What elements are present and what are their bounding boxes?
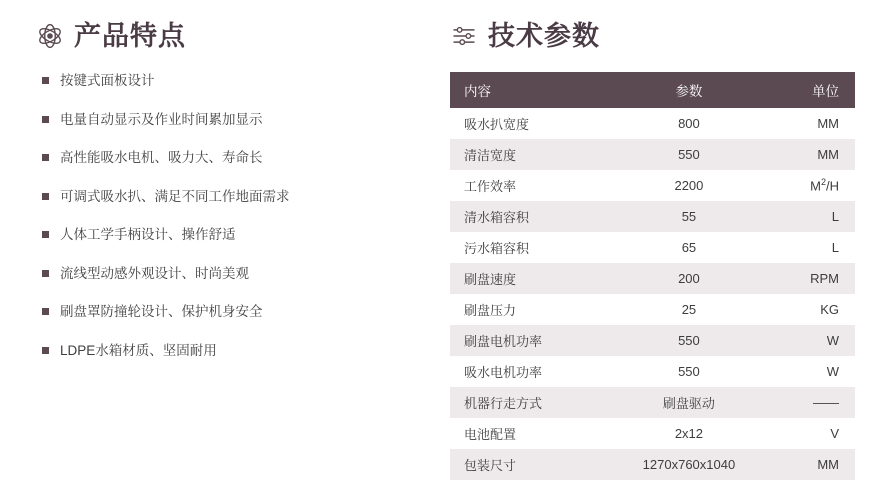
- feature-text: 高性能吸水电机、吸力大、寿命长: [60, 150, 263, 166]
- spec-name: 吸水扒宽度: [464, 117, 530, 132]
- specs-table-body: [450, 108, 855, 480]
- spec-value: 550: [678, 333, 700, 348]
- feature-text: 电量自动显示及作业时间累加显示: [60, 111, 263, 127]
- table-row: [450, 170, 855, 201]
- feature-text: 人体工学手柄设计、操作舒适: [60, 227, 236, 243]
- table-row: [450, 201, 855, 232]
- spec-unit: L: [831, 209, 839, 224]
- table-row: [450, 139, 855, 170]
- feature-text: 按键式面板设计: [60, 73, 155, 88]
- spec-name: 电池配置: [464, 427, 517, 442]
- spec-value: 25: [681, 302, 697, 317]
- feature-text: 可调式吸水扒、满足不同工作地面需求: [60, 188, 290, 204]
- spec-value: 2x12: [674, 426, 704, 441]
- table-row: [450, 418, 855, 449]
- spec-name: 污水箱容积: [464, 241, 530, 256]
- table-row: [450, 232, 855, 263]
- spec-name: 吸水电机功率: [464, 365, 543, 380]
- spec-unit: L: [831, 240, 839, 255]
- spec-value: 550: [678, 147, 700, 162]
- spec-unit: MM: [817, 147, 839, 162]
- feature-list: [36, 72, 426, 359]
- spec-unit: W: [826, 364, 839, 379]
- spec-name: 包装尺寸: [464, 458, 517, 473]
- features-heading: [36, 22, 426, 50]
- feature-text: LDPE水箱材质、坚固耐用: [60, 342, 217, 358]
- atom-icon: [36, 22, 64, 50]
- list-item: [42, 265, 426, 283]
- column-header-name: 内容: [450, 72, 620, 108]
- spec-value: 550: [678, 364, 700, 379]
- table-row: [450, 387, 855, 418]
- spec-name: 刷盘电机功率: [464, 334, 543, 349]
- list-item: [42, 303, 426, 321]
- spec-name: 机器行走方式: [464, 396, 543, 411]
- bullet-square-icon: [42, 77, 49, 84]
- spec-value: 刷盘驱动: [662, 396, 715, 411]
- table-row: [450, 294, 855, 325]
- list-item: [42, 188, 426, 206]
- technical-specs-section: [450, 22, 855, 480]
- bullet-square-icon: [42, 154, 49, 161]
- table-row: [450, 108, 855, 139]
- sliders-icon: [450, 22, 478, 50]
- specs-table: [450, 72, 855, 480]
- spec-value: 55: [681, 209, 697, 224]
- column-header-unit: 单位: [758, 72, 855, 108]
- bullet-square-icon: [42, 231, 49, 238]
- column-header-value: 参数: [620, 72, 758, 108]
- spec-unit: W: [826, 333, 839, 348]
- features-title: 产品特点: [74, 20, 186, 51]
- spec-unit: MM: [817, 116, 839, 131]
- table-header-row: [450, 72, 855, 108]
- spec-value: 800: [678, 116, 700, 131]
- spec-name: 清洁宽度: [464, 148, 517, 163]
- list-item: [42, 72, 426, 90]
- spec-unit: ——: [813, 395, 839, 410]
- list-item: [42, 226, 426, 244]
- bullet-square-icon: [42, 116, 49, 123]
- specs-title: 技术参数: [488, 20, 600, 51]
- specs-table-head: [450, 72, 855, 108]
- spec-unit: $M^2/H$: [810, 177, 839, 194]
- spec-value: 2200: [674, 178, 704, 193]
- bullet-square-icon: [42, 308, 49, 315]
- spec-value: 1270x760x1040: [642, 457, 736, 472]
- spec-unit: MM: [817, 457, 839, 472]
- spec-name: 刷盘压力: [464, 303, 517, 318]
- list-item: [42, 149, 426, 167]
- feature-text: 流线型动感外观设计、时尚美观: [60, 265, 249, 281]
- spec-unit: KG: [820, 302, 839, 317]
- bullet-square-icon: [42, 193, 49, 200]
- list-item: [42, 111, 426, 129]
- list-item: [42, 342, 426, 360]
- bullet-square-icon: [42, 347, 49, 354]
- spec-unit: RPM: [810, 271, 839, 286]
- spec-name: 清水箱容积: [464, 210, 530, 225]
- feature-text: 刷盘罩防撞轮设计、保护机身安全: [60, 304, 263, 320]
- table-row: [450, 449, 855, 480]
- spec-name: 工作效率: [464, 179, 517, 194]
- spec-name: 刷盘速度: [464, 272, 517, 287]
- spec-value: 200: [678, 271, 700, 286]
- specs-heading: [450, 22, 855, 50]
- bullet-square-icon: [42, 270, 49, 277]
- spec-value: 65: [681, 240, 697, 255]
- table-row: [450, 263, 855, 294]
- table-row: [450, 356, 855, 387]
- product-features-section: [36, 22, 426, 380]
- table-row: [450, 325, 855, 356]
- spec-unit: V: [830, 426, 839, 441]
